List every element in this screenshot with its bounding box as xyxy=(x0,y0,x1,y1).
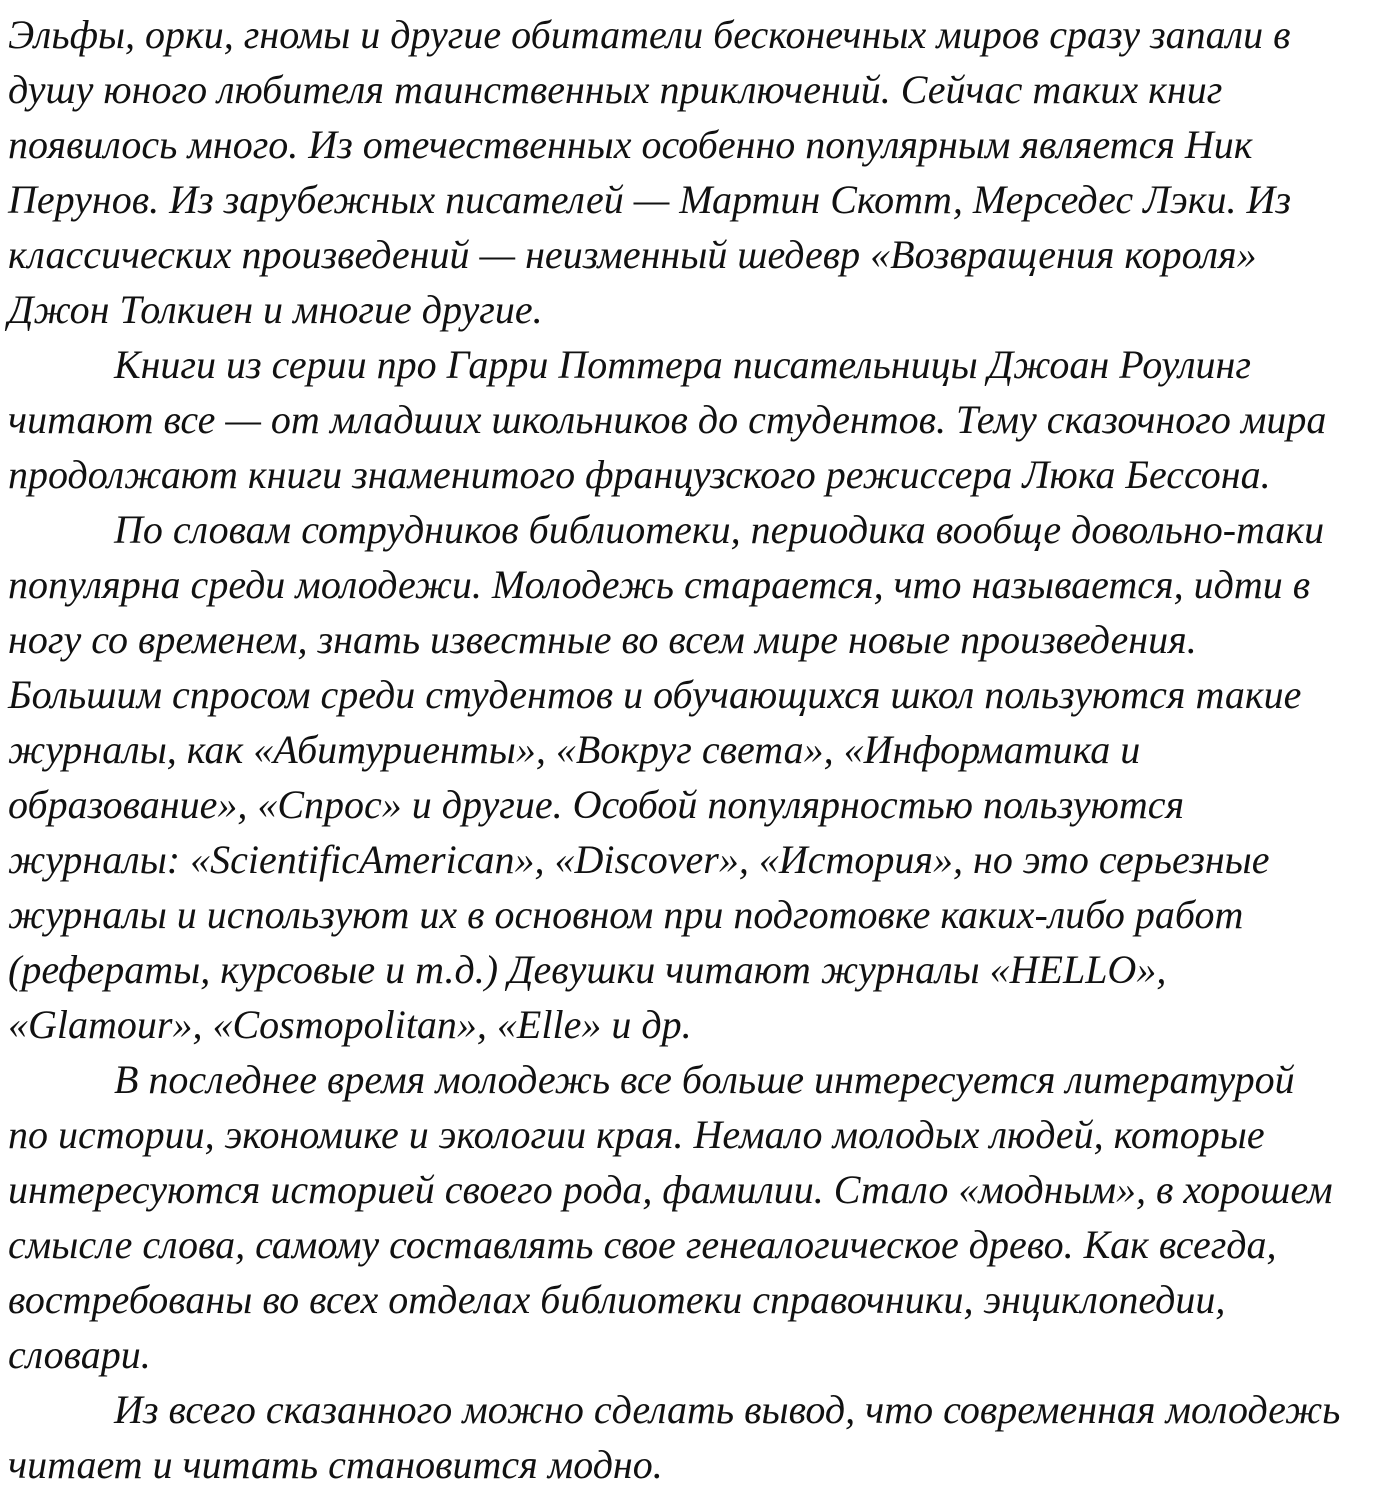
text-line: Джон Толкиен и многие другие. xyxy=(8,287,543,332)
text-line: классических произведений — неизменный шедевр «Возвращения короля» xyxy=(8,232,1257,277)
text-line: появилось много. Из отечественных особенно популярным является Ник xyxy=(8,122,1253,167)
text-line: Из всего сказанного можно сделать вывод, что современная молодежь xyxy=(114,1387,1341,1432)
text-line: образование», «Спрос» и другие. Особой популярностью пользуются xyxy=(8,782,1185,827)
text-line: популярна среди молодежи. Молодежь старается, что называется, идти в xyxy=(8,562,1311,607)
text-line: читают все — от младших школьников до студентов. Тему сказочного мира xyxy=(8,397,1327,442)
text-line: продолжают книги знаменитого французского режиссера Люка Бессона. xyxy=(8,452,1271,497)
text-line: «Glamour», «Cosmopolitan», «Elle» и др. xyxy=(8,1002,692,1047)
text-line: Большим спросом среди студентов и обучающихся школ пользуются такие xyxy=(8,672,1302,717)
text-line: журналы, как «Абитуриенты», «Вокруг света», «Информатика и xyxy=(8,727,1141,772)
text-line: словари. xyxy=(8,1332,151,1377)
paragraph-4 xyxy=(8,1052,1396,1382)
paragraph-1 xyxy=(8,0,1396,337)
text-line: В последнее время молодежь все больше интересуется литературой xyxy=(114,1057,1295,1102)
text-line: (рефераты, курсовые и т.д.) Девушки читают журналы «HELLO», xyxy=(8,947,1167,992)
text-line: читает и читать становится модно. xyxy=(8,1442,663,1487)
text-line: востребованы во всех отделах библиотеки справочники, энциклопедии, xyxy=(8,1277,1226,1322)
text-line: журналы: «ScientificAmerican», «Discover», «История», но это серьезные xyxy=(8,837,1270,882)
paragraph-2 xyxy=(8,337,1396,502)
text-line: смысле слова, самому составлять свое генеалогическое древо. Как всегда, xyxy=(8,1222,1277,1267)
text-line: Эльфы, орки, гномы и другие обитатели бесконечных миров сразу запали в xyxy=(8,12,1291,57)
text-line: Книги из серии про Гарри Поттера писательницы Джоан Роулинг xyxy=(114,342,1251,387)
text-line: душу юного любителя таинственных приключений. Сейчас таких книг xyxy=(8,67,1223,112)
text-line: по истории, экономике и экологии края. Немало молодых людей, которые xyxy=(8,1112,1265,1157)
paragraph-3 xyxy=(8,502,1396,1052)
text-line: Перунов. Из зарубежных писателей — Мартин Скотт, Мерседес Лэки. Из xyxy=(8,177,1292,222)
text-line: ногу со временем, знать известные во всем мире новые произведения. xyxy=(8,617,1197,662)
text-line: журналы и используют их в основном при подготовке каких-либо работ xyxy=(8,892,1244,937)
text-line: интересуются историей своего рода, фамилии. Стало «модным», в хорошем xyxy=(8,1167,1333,1212)
paragraph-5 xyxy=(8,1382,1396,1492)
text-line: По словам сотрудников библиотеки, периодика вообще довольно-таки xyxy=(114,507,1325,552)
